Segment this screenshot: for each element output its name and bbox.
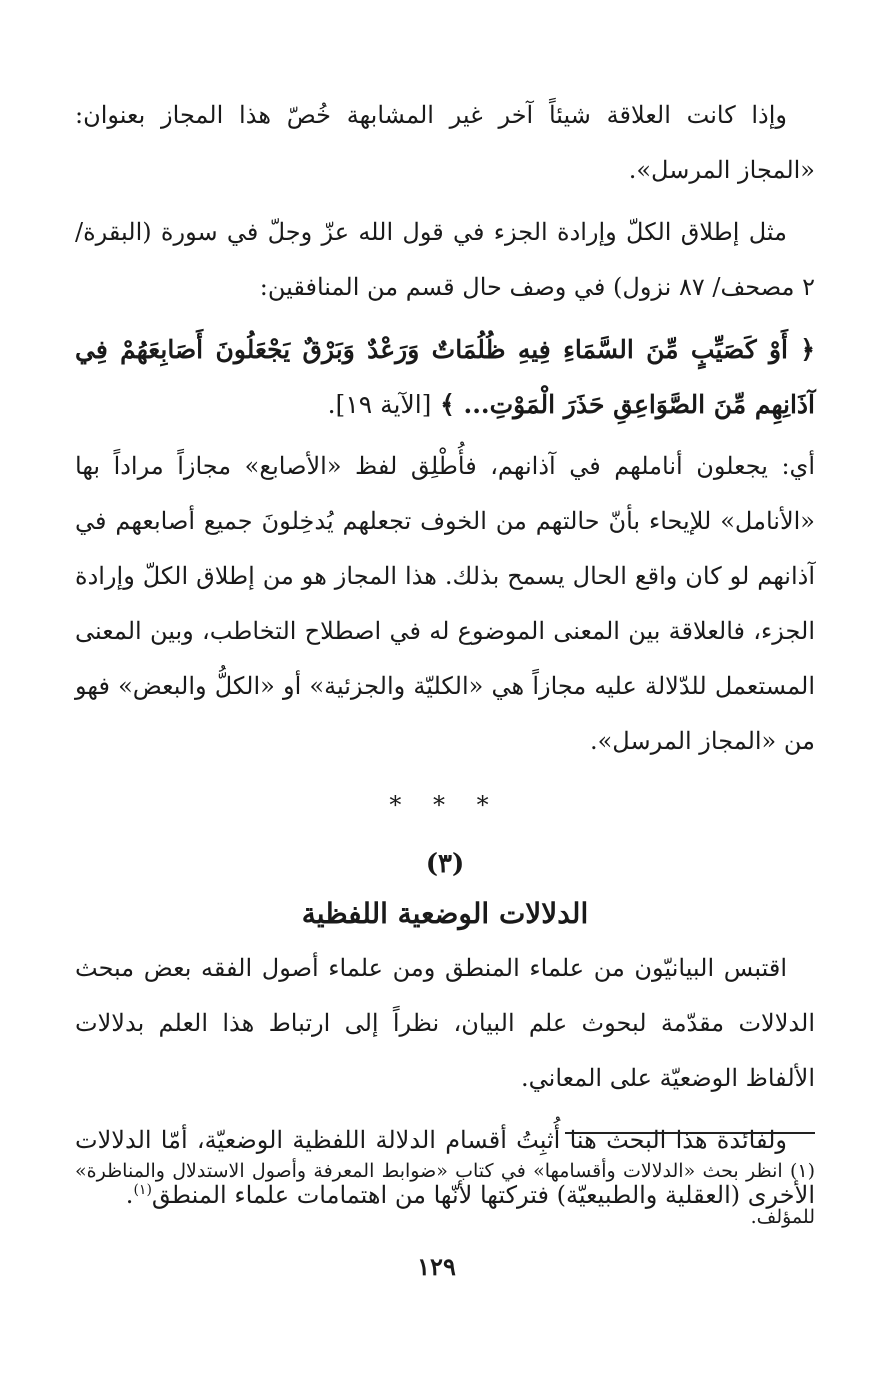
footnote-divider (565, 1132, 815, 1134)
quran-verse (75, 322, 815, 432)
verse-reference: [الآية ١٩]. (327, 390, 432, 419)
verse-text: ﴿ أَوْ كَصَيِّبٍ مِّنَ السَّمَاءِ فِيهِ ظُلُمَاتٌ وَرَعْدٌ وَبَرْقٌ يَجْعَلُونَ أَصَابِعَهُمْ فِي آذَانِهِم مِّنَ الصَّوَاعِقِ حَذَرَ الْمَوْتِ... ﴾ (75, 335, 815, 419)
paragraph-text: وإذا كانت العلاقة شيئاً آخر غير المشابهة خُصّ هذا المجاز بعنوان: «المجاز المرسل». (75, 101, 815, 184)
paragraph-dalalat-intro (75, 941, 815, 1106)
footnote-reference[interactable]: (١) (133, 1182, 152, 1198)
footnote-text: انظر بحث «الدلالات وأقسامها» في كتاب «ضوابط المعرفة وأصول الاستدلال والمناظرة» للمؤلف. (75, 1160, 815, 1228)
paragraph-majaz-mursal (75, 88, 815, 198)
paragraph-text: مثل إطلاق الكلّ وإرادة الجزء في قول الله عزّ وجلّ في سورة (البقرة/ ٢ مصحف/ ٨٧ نزول) في وصف حال قسم من المنافقين: (75, 218, 815, 301)
section-title: الدلالات الوضعية اللفظية (301, 897, 589, 930)
paragraph-text: ولفائدة هذا البحث هنا أُثبِتُ أقسام الدلالة اللفظية الوضعيّة، أمّا الدلالات الأخرى (العقلية والطبيعيّة) فتركتها لأنّها من اهتمامات علماء المنطق (75, 1126, 815, 1209)
page-body (75, 88, 815, 1230)
section-number: (٣) (425, 849, 465, 879)
paragraph-explanation (75, 439, 815, 769)
section-separator: * * * (389, 791, 501, 819)
footnote-marker: (١) (789, 1160, 815, 1182)
paragraph-end-mark: . (125, 1181, 134, 1209)
paragraph-text: اقتبس البيانيّون من علماء المنطق ومن علماء أصول الفقه بعض مبحث الدلالات مقدّمة لبحوث علم البيان، نظراً إلى ارتباط هذا العلم بدلالات الألفاظ الوضعيّة على المعاني. (75, 954, 815, 1092)
page-number: ١٢٩ (417, 1252, 456, 1281)
paragraph-example-intro (75, 205, 815, 315)
paragraph-text: أي: يجعلون أناملهم في آذانهم، فأُطْلِق لفظ «الأصابع» مجازاً مراداً بها «الأنامل» للإيحاء بأنّ حالتهم من الخوف تجعلهم يُدخِلونَ جميع أصابعهم في آذانهم لو كان واقع الحال يسمح بذلك. هذا المجاز هو من إطلاق الكلّ وإرادة الجزء، فالعلاقة بين المعنى الموضوع له في اصطلاح التخاطب، وبين المعنى المستعمل للدّلالة عليه مجازاً هي «الكليّة والجزئية» أو «الكلُّ والبعض» فهو من «المجاز المرسل». (75, 452, 816, 755)
footnote (75, 1148, 815, 1240)
